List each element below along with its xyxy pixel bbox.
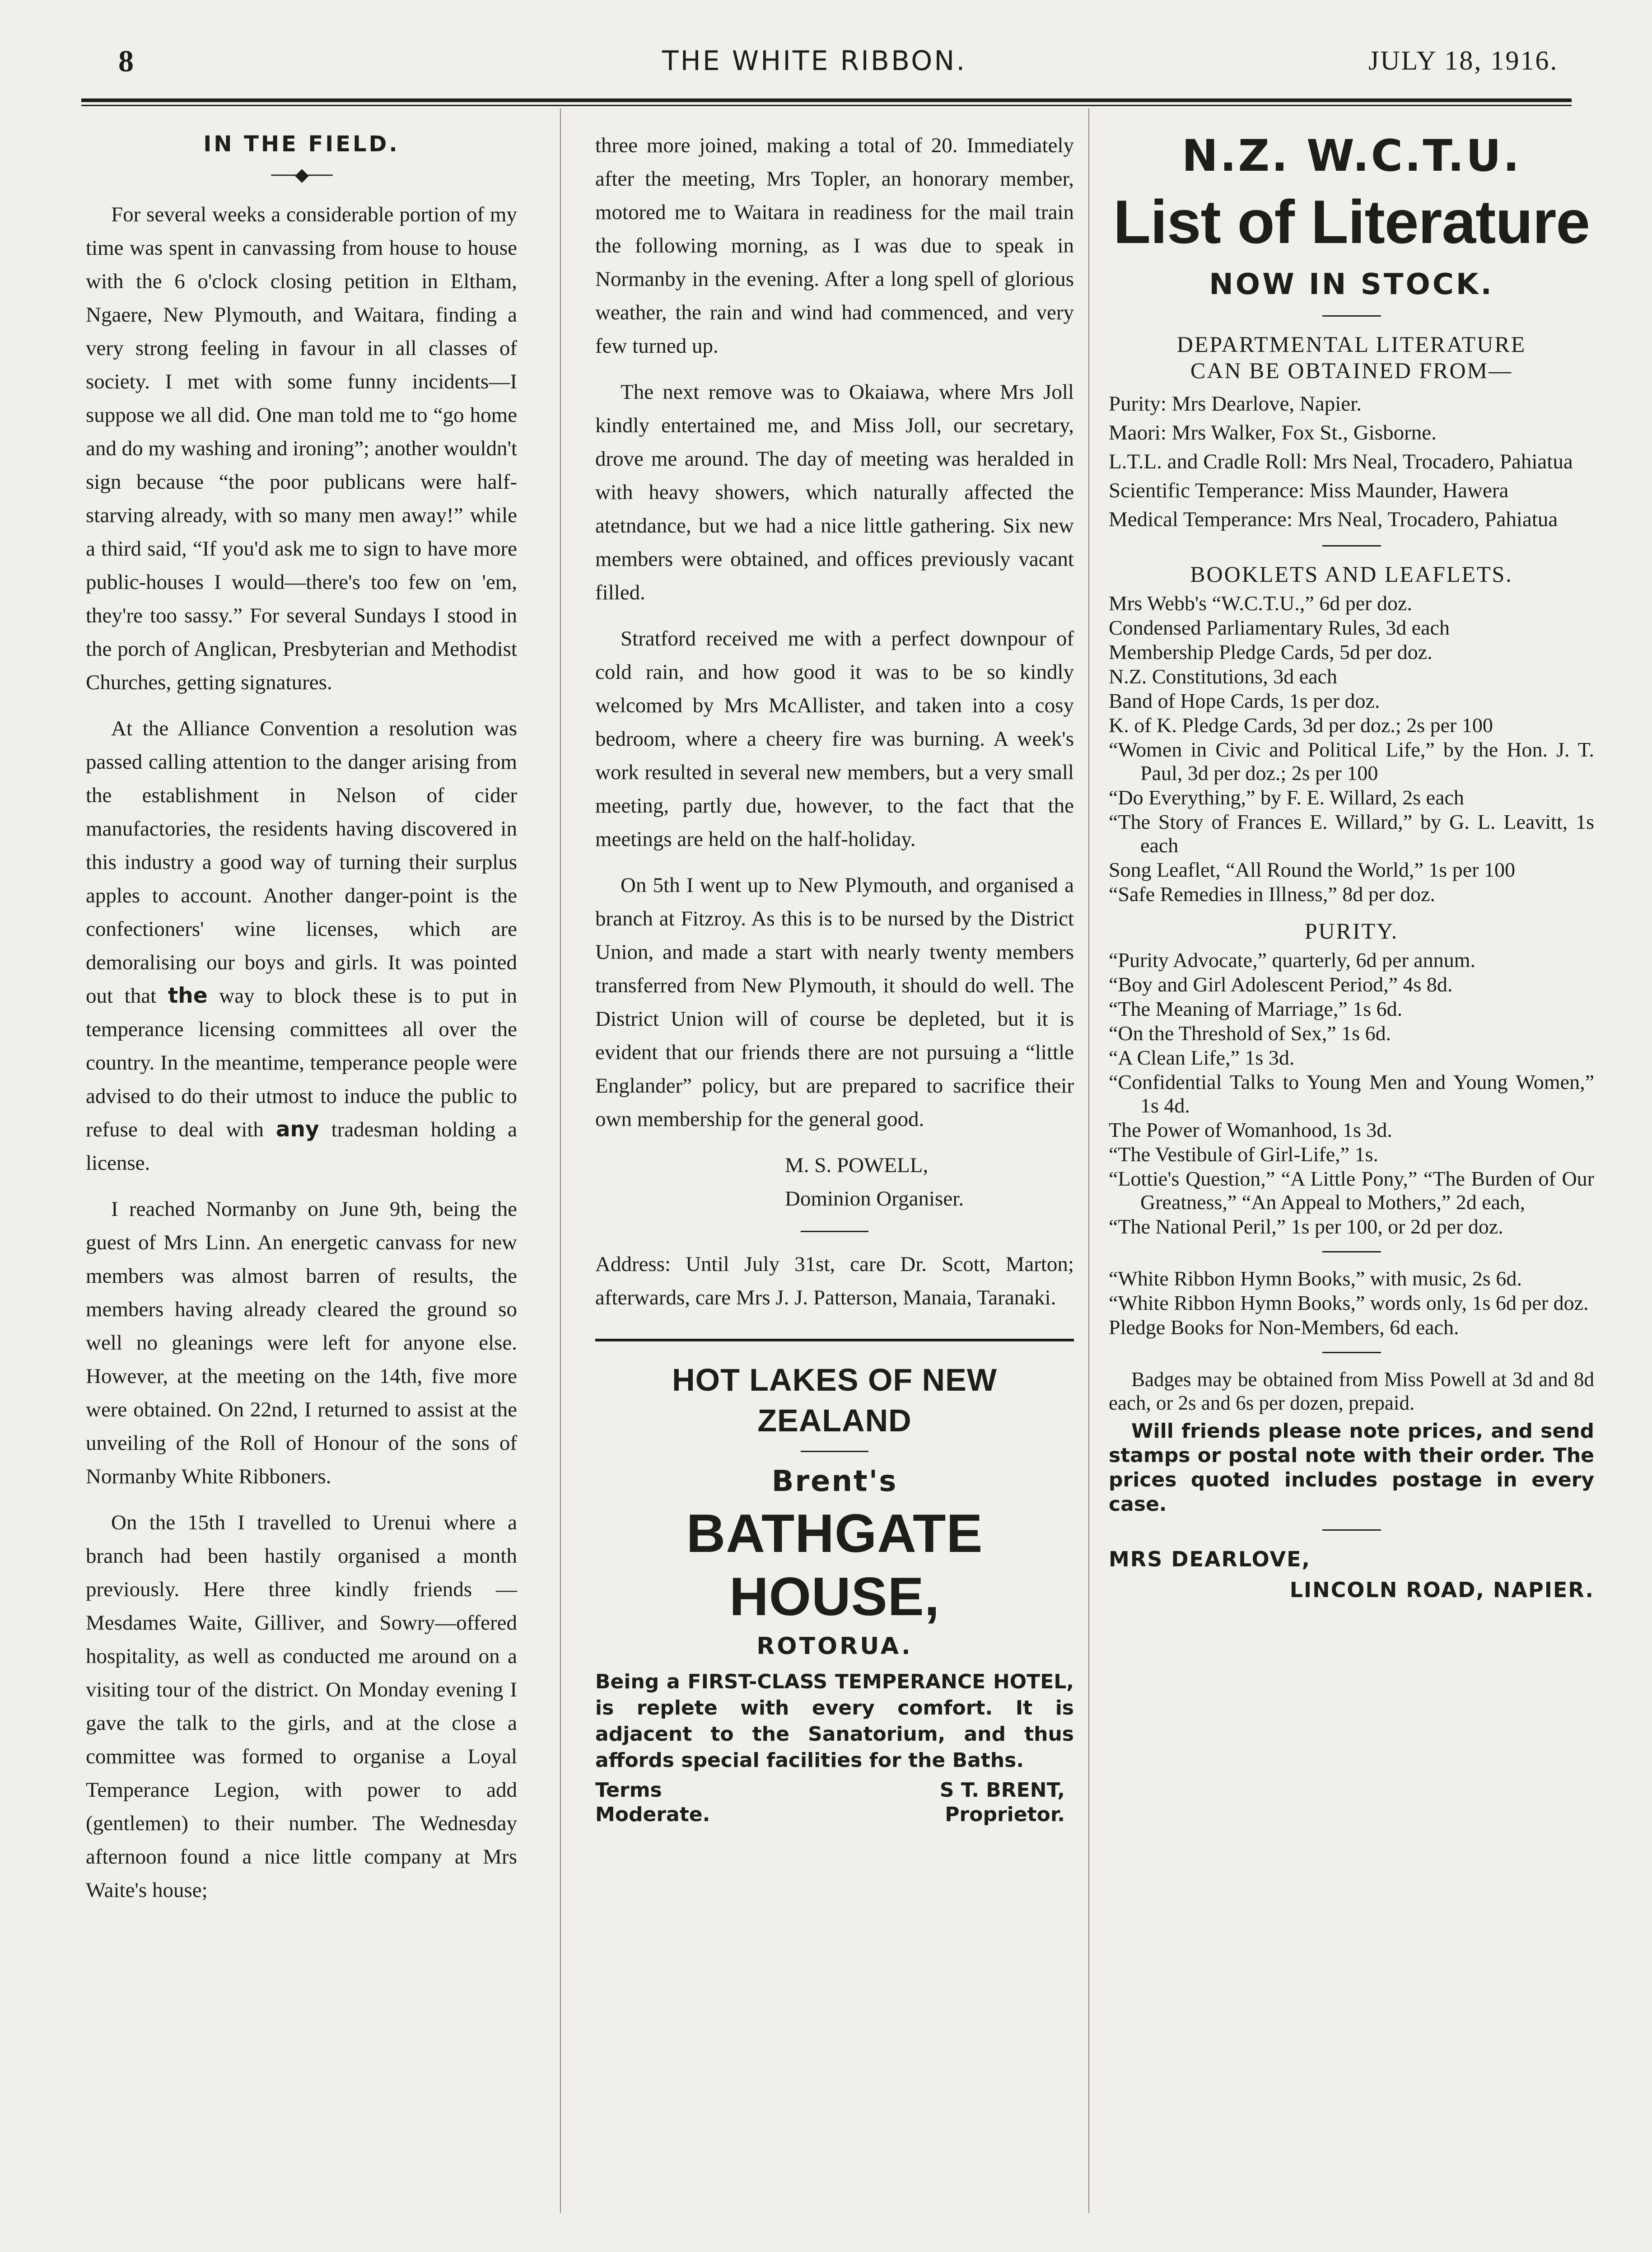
divider: [1322, 1251, 1381, 1252]
article-title: IN THE FIELD.: [203, 131, 400, 157]
list-item: “Do Everything,” by F. E. Willard, 2s each: [1109, 786, 1464, 809]
list-item: “The Story of Frances E. Willard,” by G. L. Leavitt, 1s each: [1109, 810, 1594, 857]
literature-subtitle: NOW IN STOCK.: [1209, 268, 1494, 301]
article-paragraph: On 5th I went up to New Plymouth, and organised a branch at Fitzroy. As this is to be nursed by the District Union, and made a start with nearly twenty members transferred from New Plymouth, it should do well. The District Union will of course be depleted, but it is evident that our friends there are not pursuing a “little Englander” policy, but are prepared to sacrifice their own membership for the general good.: [595, 874, 1074, 1131]
ad-terms: Terms Moderate.: [595, 1779, 710, 1826]
ad-body: Being a FIRST-CLASS TEMPERANCE HOTEL, is replete with every comfort. It is adjacent to the Sanatorium, and thus affords special facilities for the Baths.: [595, 1670, 1074, 1772]
list-item: “Lottie's Question,” “A Little Pony,” “The Burden of Our Greatness,” “An Appeal to Mothers,” 2d each,: [1109, 1167, 1594, 1214]
header-rule-thin: [81, 105, 1572, 106]
list-item: Condensed Parliamentary Rules, 3d each: [1109, 616, 1450, 639]
list-item: “A Clean Life,” 1s 3d.: [1109, 1046, 1295, 1069]
masthead-title: THE WHITE RIBBON.: [662, 45, 967, 77]
list-item: Band of Hope Cards, 1s per doz.: [1109, 689, 1380, 712]
column-divider: [1088, 108, 1089, 2213]
list-item: “Safe Remedies in Illness,” 8d per doz.: [1109, 883, 1435, 906]
page-header: [0, 0, 1652, 104]
contact-block: [1109, 1545, 1594, 1604]
list-item: K. of K. Pledge Cards, 3d per doz.; 2s per 100: [1109, 714, 1493, 737]
dept-heading: DEPARTMENTAL LITERATURE: [1176, 332, 1526, 357]
purity-list: [1109, 948, 1594, 1238]
hymn-list: [1109, 1267, 1594, 1339]
divider: [1322, 545, 1381, 547]
list-item: “Confidential Talks to Young Men and Young Women,” 1s 4d.: [1109, 1070, 1594, 1117]
signature-title: Dominion Organiser.: [785, 1187, 964, 1210]
article-paragraph: The next remove was to Okaiawa, where Mrs Joll kindly entertained me, and Miss Joll, our secretary, drove me around. The day of meeting was heralded in with heavy showers, which naturally affected the atetndance, but we had a nice little gathering. Six new members were obtained, and offices previously vacant filled.: [595, 380, 1074, 604]
article-paragraph: At the Alliance Convention a resolution was passed calling attention to the danger arising from the establishment in Nelson of cider manufactories, the residents having discovered in this industry a good way of turning their surplus apples to account. Another danger-point is the confectioners' wine licenses, which are demoralising our boys and girls. It was pointed out that the way to block these is to put in temperance licensing committees all over the country. In the meantime, temperance people were advised to do their utmost to induce the public to refuse to deal with any tradesman holding a license.: [86, 717, 518, 1175]
ad-town: ROTORUA.: [756, 1633, 913, 1660]
ad-proprietor: S T. BRENT, Proprietor.: [939, 1779, 1065, 1826]
ad-headline: HOT LAKES OF NEW ZEALAND: [672, 1362, 997, 1438]
article-paragraph: I reached Normanby on June 9th, being the guest of Mrs Linn. An energetic canvass for new members was almost barren of results, the members having already cleared the ground so well no gleanings were left for anyone else. However, at the meeting on the 14th, five more were obtained. On 22nd, I returned to assist at the unveiling of the Roll of Honour of the sons of Normanby White Ribboners.: [86, 1197, 517, 1488]
contact-address: LINCOLN ROAD, NAPIER.: [1289, 1578, 1594, 1602]
list-item: “Purity Advocate,” quarterly, 6d per annum.: [1109, 948, 1475, 972]
list-item: “Women in Civic and Political Life,” by the Hon. J. T. Paul, 3d per doz.; 2s per 100: [1109, 738, 1594, 785]
department-list: [1109, 391, 1594, 533]
list-item: Membership Pledge Cards, 5d per doz.: [1109, 640, 1433, 663]
list-item: Pledge Books for Non-Members, 6d each.: [1109, 1316, 1459, 1339]
purity-heading: PURITY.: [1304, 918, 1399, 944]
divider: [1322, 315, 1381, 317]
article-paragraph: For several weeks a considerable portion of my time was spent in canvassing from house to house with the 6 o'clock closing petition in Eltham, Ngaere, New Plymouth, and Waitara, finding a very strong feeling in favour in all classes of society. I met with some funny incidents—I suppose we all did. One man told me to “go home and do my washing and ironing”; another wouldn't sign because “the poor publicans were half-starving already, with so many men away!” while a third said, “If you'd ask me to sign to have more public-houses I would—there's too few on 'em, they're too sassy.” For several Sundays I stood in the porch of Anglican, Presbyterian and Methodist Churches, getting signatures.: [86, 203, 517, 694]
ad-owner: Brent's: [771, 1465, 898, 1498]
list-item: The Power of Womanhood, 1s 3d.: [1109, 1118, 1392, 1141]
column-divider: [560, 108, 561, 2213]
department-item: Scientific Temperance: Miss Maunder, Hawera: [1109, 479, 1509, 502]
department-item: Medical Temperance: Mrs Neal, Trocadero, Pahiatua: [1109, 508, 1558, 531]
list-item: “The Vestibule of Girl-Life,” 1s.: [1109, 1143, 1378, 1166]
issue-date: JULY 18, 1916.: [1368, 46, 1559, 75]
booklet-list: [1109, 592, 1594, 906]
hotel-advertisement: [595, 1360, 1074, 1827]
article-column-2: [595, 129, 1074, 1827]
article-paragraph: On the 15th I travelled to Urenui where a branch had been hastily organised a month previously. Here three kindly friends — Mesdames Waite, Gilliver, and Sowry—offered hospitality, as well as conducted me around on a visiting tour of the district. On Monday evening I gave the talk to the girls, and at the close a committee was formed to organise a Loyal Temperance Legion, with power to add (gentlemen) to their number. The Wednesday afternoon found a nice little company at Mrs Waite's house;: [86, 1511, 517, 1902]
emphasis-the: the: [168, 983, 208, 1008]
badges-note: Badges may be obtained from Miss Powell at 3d and 8d each, or 2s and 6s per dozen, prepaid.: [1109, 1368, 1594, 1414]
department-item: Purity: Mrs Dearlove, Napier.: [1109, 392, 1362, 416]
article-paragraph: Stratford received me with a perfect downpour of cold rain, and how good it was to be so kindly welcomed by Mrs McAllister, and taken into a cosy bedroom, where a cheery fire was burning. A week's work resulted in several new members, but a very small meeting, partly due, however, to the fact that the meetings are held on the half-holiday.: [595, 627, 1074, 851]
divider: [801, 1451, 868, 1452]
article-column-1: [86, 122, 517, 1920]
signature: M. S. POWELL,: [785, 1154, 929, 1177]
article-paragraph: three more joined, making a total of 20. Immediately after the meeting, Mrs Topler, an honorary member, motored me to Waitara in readiness for the mail train the following morning, as I was due to speak in Normanby in the evening. After a long spell of glorious weather, the rain and wind had commenced, and very few turned up.: [595, 134, 1074, 358]
ad-top-rule: [595, 1339, 1074, 1341]
friends-note: Will friends please note prices, and send stamps or postal note with their order. The prices quoted includes postage in every case.: [1109, 1420, 1594, 1516]
literature-column: [1109, 131, 1594, 1604]
booklets-heading: BOOKLETS AND LEAFLETS.: [1190, 561, 1513, 587]
list-item: Mrs Webb's “W.C.T.U.,” 6d per doz.: [1109, 592, 1412, 615]
list-item: “The National Peril,” 1s per 100, or 2d per doz.: [1109, 1215, 1503, 1238]
list-item: “White Ribbon Hymn Books,” with music, 2s 6d.: [1109, 1267, 1522, 1290]
divider: [1322, 1529, 1381, 1531]
header-rule: [81, 98, 1572, 102]
divider: [1322, 1352, 1381, 1353]
department-item: L.T.L. and Cradle Roll: Mrs Neal, Trocadero, Pahiatua: [1109, 450, 1573, 473]
address-note: Address: Until July 31st, care Dr. Scott, Marton; afterwards, care Mrs J. J. Patterson, Manaia, Taranaki.: [595, 1252, 1074, 1309]
list-item: “White Ribbon Hymn Books,” words only, 1s 6d per doz.: [1109, 1291, 1589, 1314]
org-name: N.Z. W.C.T.U.: [1181, 131, 1521, 181]
emphasis-any: any: [275, 1117, 319, 1142]
list-item: “Boy and Girl Adolescent Period,” 4s 8d.: [1109, 973, 1453, 996]
ad-hotel-name: BATHGATE HOUSE,: [686, 1503, 983, 1627]
dept-subheading: CAN BE OBTAINED FROM—: [1190, 358, 1513, 383]
page-number: 8: [118, 44, 134, 78]
list-item: N.Z. Constitutions, 3d each: [1109, 665, 1337, 688]
divider: [801, 1231, 868, 1232]
list-item: “The Meaning of Marriage,” 1s 6d.: [1109, 997, 1403, 1020]
department-item: Maori: Mrs Walker, Fox St., Gisborne.: [1109, 421, 1437, 444]
literature-title: List of Literature: [1113, 187, 1590, 256]
contact-name: MRS DEARLOVE,: [1109, 1547, 1311, 1571]
list-item: “On the Threshold of Sex,” 1s 6d.: [1109, 1022, 1391, 1045]
list-item: Song Leaflet, “All Round the World,” 1s per 100: [1109, 858, 1515, 881]
title-ornament: ──◆──: [271, 164, 332, 185]
ad-footer: [595, 1778, 1074, 1827]
